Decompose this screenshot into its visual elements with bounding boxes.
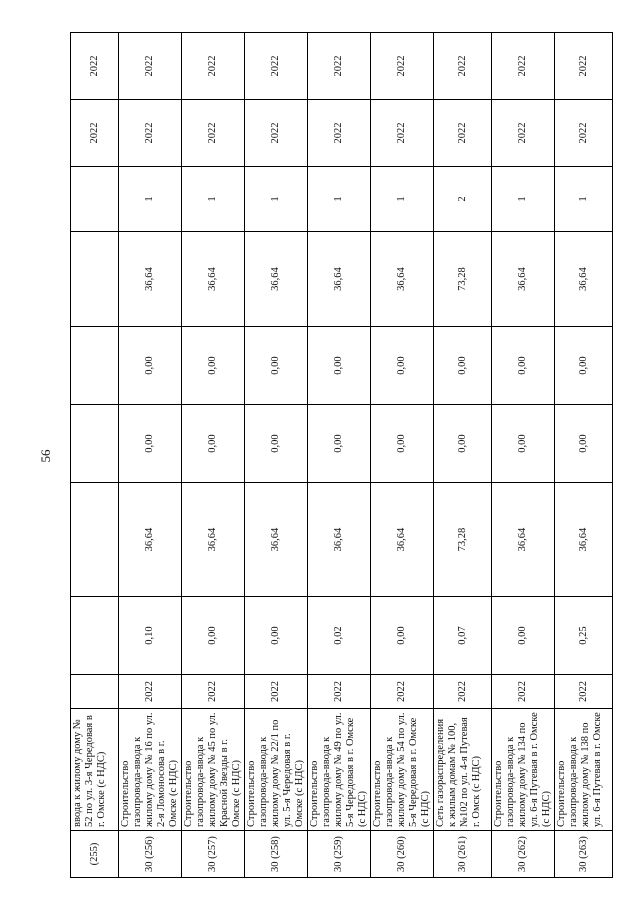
object-name-cell: Строительство газопровода-ввода к жилому дому № 138 по ул. 6-я Путевая в г. Омске bbox=[555, 709, 613, 831]
year-cell-a: 2022 bbox=[308, 100, 371, 167]
value-cell-4: 0,00 bbox=[245, 327, 308, 405]
row-number-cell: 30 (256) bbox=[119, 831, 182, 878]
value-cell-2: 36,64 bbox=[182, 483, 245, 597]
table-row bbox=[555, 33, 613, 878]
quantity-cell bbox=[71, 167, 119, 232]
table-row bbox=[119, 33, 182, 878]
row-number-cell: 30 (262) bbox=[492, 831, 555, 878]
value-cell-1 bbox=[71, 597, 119, 675]
value-cell-2: 73,28 bbox=[434, 483, 492, 597]
table-row bbox=[492, 33, 555, 878]
value-cell-4 bbox=[71, 327, 119, 405]
object-name-cell: Строительство газопровода-ввода к жилому дому № 54 по ул. 5-я Чередовая в г. Омске (с НДС) bbox=[371, 709, 434, 831]
start-year-cell: 2022 bbox=[308, 675, 371, 709]
value-cell-2: 36,64 bbox=[492, 483, 555, 597]
value-cell-4: 0,00 bbox=[308, 327, 371, 405]
year-cell-a: 2022 bbox=[492, 100, 555, 167]
value-cell-3: 0,00 bbox=[434, 405, 492, 483]
value-cell-5: 36,64 bbox=[182, 232, 245, 327]
table-row bbox=[308, 33, 371, 878]
value-cell-3: 0,00 bbox=[492, 405, 555, 483]
value-cell-4: 0,00 bbox=[434, 327, 492, 405]
year-cell-a: 2022 bbox=[182, 100, 245, 167]
value-cell-5: 36,64 bbox=[555, 232, 613, 327]
quantity-cell: 1 bbox=[182, 167, 245, 232]
start-year-cell: 2022 bbox=[245, 675, 308, 709]
value-cell-5 bbox=[71, 232, 119, 327]
value-cell-5: 36,64 bbox=[119, 232, 182, 327]
investment-table bbox=[70, 32, 613, 878]
year-cell-b: 2022 bbox=[182, 33, 245, 100]
year-cell-b: 2022 bbox=[119, 33, 182, 100]
value-cell-1: 0,00 bbox=[371, 597, 434, 675]
value-cell-2: 36,64 bbox=[245, 483, 308, 597]
object-name-cell: Строительство газопровода-ввода к жилому дому № 16 по ул. 2-я Ломоносова в г. Омске (с НДС) bbox=[119, 709, 182, 831]
quantity-cell: 1 bbox=[119, 167, 182, 232]
object-name-cell: Сеть газораспределения к жилым домам № 100, №102 по ул. 4-я Путевая г. Омск (с НДС) bbox=[434, 709, 492, 831]
value-cell-5: 36,64 bbox=[492, 232, 555, 327]
quantity-cell: 1 bbox=[308, 167, 371, 232]
table-row bbox=[182, 33, 245, 878]
year-cell-a: 2022 bbox=[71, 100, 119, 167]
value-cell-1: 0,25 bbox=[555, 597, 613, 675]
value-cell-1: 0,00 bbox=[245, 597, 308, 675]
year-cell-b: 2022 bbox=[371, 33, 434, 100]
value-cell-4: 0,00 bbox=[371, 327, 434, 405]
quantity-cell: 1 bbox=[371, 167, 434, 232]
table-row bbox=[371, 33, 434, 878]
row-number-cell: 30 (259) bbox=[308, 831, 371, 878]
object-name-cell: Строительство газопровода-ввода к жилому дому № 45 по ул. Красной Звезды в г. Омске (с НДС) bbox=[182, 709, 245, 831]
value-cell-1: 0,00 bbox=[182, 597, 245, 675]
table-row bbox=[245, 33, 308, 878]
quantity-cell: 1 bbox=[492, 167, 555, 232]
row-number-cell: (255) bbox=[71, 831, 119, 878]
year-cell-a: 2022 bbox=[245, 100, 308, 167]
value-cell-3: 0,00 bbox=[555, 405, 613, 483]
table-body bbox=[71, 33, 613, 878]
year-cell-b: 2022 bbox=[492, 33, 555, 100]
start-year-cell: 2022 bbox=[434, 675, 492, 709]
quantity-cell: 2 bbox=[434, 167, 492, 232]
row-number-cell: 30 (257) bbox=[182, 831, 245, 878]
value-cell-4: 0,00 bbox=[555, 327, 613, 405]
object-name-cell: Строительство газопровода-ввода к жилому дому № 134 по ул. 6-я Путевая в г. Омске (с НДС) bbox=[492, 709, 555, 831]
value-cell-3 bbox=[71, 405, 119, 483]
value-cell-5: 36,64 bbox=[308, 232, 371, 327]
value-cell-3: 0,00 bbox=[245, 405, 308, 483]
value-cell-2: 36,64 bbox=[371, 483, 434, 597]
value-cell-4: 0,00 bbox=[119, 327, 182, 405]
value-cell-4: 0,00 bbox=[182, 327, 245, 405]
start-year-cell: 2022 bbox=[182, 675, 245, 709]
value-cell-2: 36,64 bbox=[555, 483, 613, 597]
value-cell-3: 0,00 bbox=[308, 405, 371, 483]
start-year-cell: 2022 bbox=[119, 675, 182, 709]
year-cell-a: 2022 bbox=[371, 100, 434, 167]
value-cell-2: 36,64 bbox=[308, 483, 371, 597]
start-year-cell: 2022 bbox=[371, 675, 434, 709]
year-cell-b: 2022 bbox=[434, 33, 492, 100]
year-cell-b: 2022 bbox=[555, 33, 613, 100]
value-cell-1: 0,02 bbox=[308, 597, 371, 675]
value-cell-5: 36,64 bbox=[371, 232, 434, 327]
quantity-cell: 1 bbox=[555, 167, 613, 232]
quantity-cell: 1 bbox=[245, 167, 308, 232]
value-cell-1: 0,10 bbox=[119, 597, 182, 675]
value-cell-1: 0,07 bbox=[434, 597, 492, 675]
table-row bbox=[71, 33, 119, 878]
rotated-table-container bbox=[70, 33, 603, 878]
object-name-cell: Строительство газопровода-ввода к жилому дому № 49 по ул. 5-я Чередовая в г. Омске (с НДС) bbox=[308, 709, 371, 831]
value-cell-2: 36,64 bbox=[119, 483, 182, 597]
value-cell-1: 0,00 bbox=[492, 597, 555, 675]
start-year-cell bbox=[71, 675, 119, 709]
year-cell-b: 2022 bbox=[71, 33, 119, 100]
start-year-cell: 2022 bbox=[555, 675, 613, 709]
object-name-cell: ввода к жилому дому № 52 по ул. 3-я Чередовая в г. Омске (с НДС) bbox=[71, 709, 119, 831]
value-cell-3: 0,00 bbox=[371, 405, 434, 483]
value-cell-4: 0,00 bbox=[492, 327, 555, 405]
value-cell-3: 0,00 bbox=[182, 405, 245, 483]
row-number-cell: 30 (260) bbox=[371, 831, 434, 878]
year-cell-a: 2022 bbox=[119, 100, 182, 167]
row-number-cell: 30 (261) bbox=[434, 831, 492, 878]
year-cell-a: 2022 bbox=[555, 100, 613, 167]
page-number: 56 bbox=[38, 449, 53, 463]
row-number-cell: 30 (263) bbox=[555, 831, 613, 878]
row-number-cell: 30 (258) bbox=[245, 831, 308, 878]
value-cell-2 bbox=[71, 483, 119, 597]
value-cell-5: 36,64 bbox=[245, 232, 308, 327]
value-cell-5: 73,28 bbox=[434, 232, 492, 327]
start-year-cell: 2022 bbox=[492, 675, 555, 709]
value-cell-3: 0,00 bbox=[119, 405, 182, 483]
table-row bbox=[434, 33, 492, 878]
object-name-cell: Строительство газопровода-ввода к жилому дому № 22/1 по ул. 5-я Чередовая в г. Омске (с НДС) bbox=[245, 709, 308, 831]
year-cell-b: 2022 bbox=[245, 33, 308, 100]
year-cell-a: 2022 bbox=[434, 100, 492, 167]
year-cell-b: 2022 bbox=[308, 33, 371, 100]
